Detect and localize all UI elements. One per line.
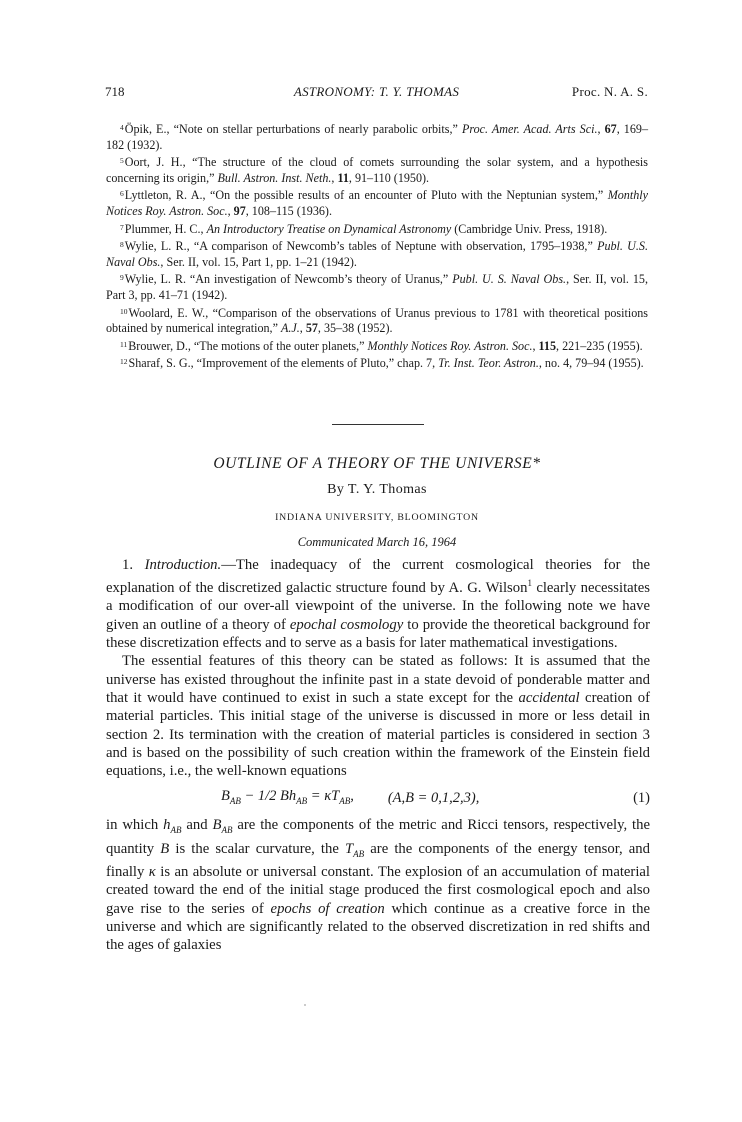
text-run: which continue as a creative force in the universe and which are significantly related to the observed discretization in red shifts and the ages of galaxies — [106, 900, 650, 954]
text-run: , 169–182 (1932). — [106, 122, 648, 152]
text-run: Introduction. — [144, 557, 222, 573]
text-run: Lyttleton, R. A., “On the possible results of an encounter of Pluto with the Neptunian system,” — [124, 188, 608, 203]
text-run: , — [299, 321, 306, 336]
text-run: Bull. Astron. Inst. Neth. — [217, 170, 332, 185]
text-run: creation of material particles. This initial stage of the universe is discussed in more or less detail in section 2. Its termination with the creation of material particles is considered in section 3 and is based on the possibility of such creation within the framework of the Einstein field equations, i.e., the well-known equations — [106, 689, 650, 780]
paragraph-definitions — [106, 816, 650, 954]
reference-item — [106, 186, 648, 219]
text-run: AB — [170, 825, 182, 836]
text-run: , Ser. II, vol. 15, Part 1, pp. 1–21 (1942). — [160, 254, 357, 269]
text-run: epochal cosmology — [289, 616, 404, 633]
text-run: Woolard, E. W., “Comparison of the observations of Uranus previous to 1781 with theoretical positions obtained by numerical integration,” — [106, 305, 648, 336]
article-body — [106, 556, 650, 954]
text-run: 115 — [538, 338, 557, 353]
text-run: κ — [148, 863, 156, 880]
equation-expression: $B_{AB} - 1/2$ $Bh_{AB} = \kappa T_{AB}$, — [221, 787, 354, 806]
reference-number: 8 — [120, 240, 124, 250]
text-run: Proc. Amer. Acad. Arts Sci. — [461, 122, 598, 136]
running-header — [105, 84, 648, 104]
paragraph-features — [106, 652, 650, 780]
communicated-date: Communicated March 16, 1964 — [297, 535, 457, 549]
text-run: The essential features of this theory can be stated as follows: It is assumed that the universe has existed throughout the infinite past in a state devoid of ponderable matter and that it would have continued to exist in such a state except for the — [106, 653, 650, 706]
section-divider — [332, 424, 424, 425]
text-run: , 35–38 (1952). — [317, 321, 393, 336]
subscript: AB — [229, 795, 241, 806]
text-run: —The inadequacy of the current cosmological theories for the explanation of the discretized galactic structure found by A. G. Wilson — [106, 557, 651, 597]
reference-number: 5 — [120, 156, 124, 166]
author-affiliation: INDIANA UNIVERSITY, BLOOMINGTON — [275, 512, 479, 523]
text-run: are the components of the energy tensor, and finally — [106, 840, 650, 880]
subscript: AB — [339, 795, 351, 806]
reference-item — [106, 354, 648, 372]
reference-item — [106, 220, 648, 238]
text-run: B — [160, 840, 170, 857]
reference-item — [106, 120, 648, 153]
text-run: 1. — [122, 557, 145, 573]
text-run: 11 — [337, 170, 349, 185]
scan-speck — [304, 1004, 306, 1006]
text-run: , Ser. II, vol. 15, Part 3, pp. 41–71 (1942). — [106, 272, 648, 302]
reference-number: 11 — [120, 339, 128, 349]
reference-number: 7 — [120, 222, 124, 232]
reference-number: 10 — [120, 306, 128, 316]
text-run: Monthly Notices Roy. Astron. Soc. — [367, 338, 533, 353]
text-run: Wylie, L. R., “A comparison of Newcomb’s tables of Neptune with observation, 1795–1938,” — [124, 239, 598, 254]
text-run: Plummer, H. C., — [124, 221, 207, 236]
text-run: , 221–235 (1955). — [556, 338, 643, 353]
text-run: clearly necessitates a modification of our over-all viewpoint of the universe. In the following note we have given an outline of a theory of — [106, 580, 650, 633]
reference-number: 6 — [120, 189, 124, 199]
text-run: Publ. U.S. Naval Obs. — [106, 239, 649, 269]
text-run: Oort, J. H., “The structure of the cloud of comets surrounding the solar system, and a hypothesis concerning its origin,” — [106, 155, 648, 185]
text-run: Wylie, L. R. “An investigation of Newcomb’s theory of Uranus,” — [124, 272, 453, 287]
equation-condition: (A,B = 0,1,2,3), — [387, 790, 480, 807]
text-run: Brouwer, D., “The motions of the outer planets,” — [128, 338, 368, 353]
text-run: are the components of the metric and Ricci tensors, respectively, the quantity — [106, 817, 650, 857]
text-run: is the scalar curvature, the — [169, 840, 345, 857]
running-title: ASTRONOMY: T. Y. THOMAS — [293, 84, 460, 99]
text-run: 1 — [527, 578, 532, 589]
text-run: , no. 4, 79–94 (1955). — [538, 356, 644, 371]
journal-name: Proc. N. A. S. — [571, 84, 648, 99]
text-run: in which — [106, 817, 164, 834]
reference-number: 12 — [120, 357, 128, 367]
reference-item — [106, 153, 648, 186]
text-run: accidental — [518, 689, 580, 706]
text-run: to provide the theoretical background for these discretization effects and to serve as a basis for later mathematical investigations. — [106, 616, 650, 652]
text-run: , 91–110 (1950). — [348, 170, 430, 185]
text-run: h — [163, 817, 171, 834]
text-run: , — [597, 122, 605, 136]
text-run: T — [345, 840, 354, 857]
paragraph-introduction — [106, 556, 650, 652]
text-run: and — [181, 817, 213, 834]
reference-number: 9 — [120, 273, 124, 283]
reference-number: 4 — [120, 123, 124, 132]
text-run: (Cambridge Univ. Press, 1918). — [451, 221, 608, 236]
text-run: 57 — [305, 321, 318, 336]
text-run: 67 — [604, 122, 617, 136]
reference-list — [106, 120, 648, 372]
text-run: Publ. U. S. Naval Obs. — [452, 272, 567, 287]
article-title: OUTLINE OF A THEORY OF THE UNIVERSE* — [213, 455, 541, 472]
text-run: , 108–115 (1936). — [245, 203, 332, 218]
reference-item — [106, 237, 648, 270]
text-run: , — [227, 203, 234, 218]
equation-number: (1) — [633, 790, 650, 807]
text-run: , — [532, 338, 539, 353]
page-number: 718 — [105, 84, 125, 99]
text-run: B — [212, 817, 222, 834]
text-run: Sharaf, S. G., “Improvement of the elements of Pluto,” chap. 7, — [128, 356, 439, 371]
text-run: epochs of creation — [270, 900, 385, 917]
equation-1 — [106, 783, 650, 813]
text-run: An Introductory Treatise on Dynamical Astronomy — [206, 221, 452, 236]
text-run: is an absolute or universal constant. The explosion of an accumulation of material created toward the end of the initial stage produced the first cosmological epoch and also gave rise to the series of — [106, 863, 651, 917]
text-run: AB — [353, 848, 365, 859]
article-author: By T. Y. Thomas — [327, 482, 427, 497]
text-run: Monthly Notices Roy. Astron. Soc. — [106, 188, 648, 218]
reference-item — [106, 270, 648, 303]
reference-item — [106, 304, 648, 337]
subscript: AB — [296, 795, 308, 806]
text-run: A.J. — [280, 321, 300, 336]
text-run: Tr. Inst. Teor. Astron. — [438, 356, 539, 371]
text-run: , — [331, 170, 338, 185]
reference-item — [106, 337, 648, 355]
text-run: AB — [221, 825, 233, 836]
text-run: 97 — [233, 203, 246, 218]
text-run: Öpik, E., “Note on stellar perturbations of nearly parabolic orbits,” — [124, 122, 462, 136]
